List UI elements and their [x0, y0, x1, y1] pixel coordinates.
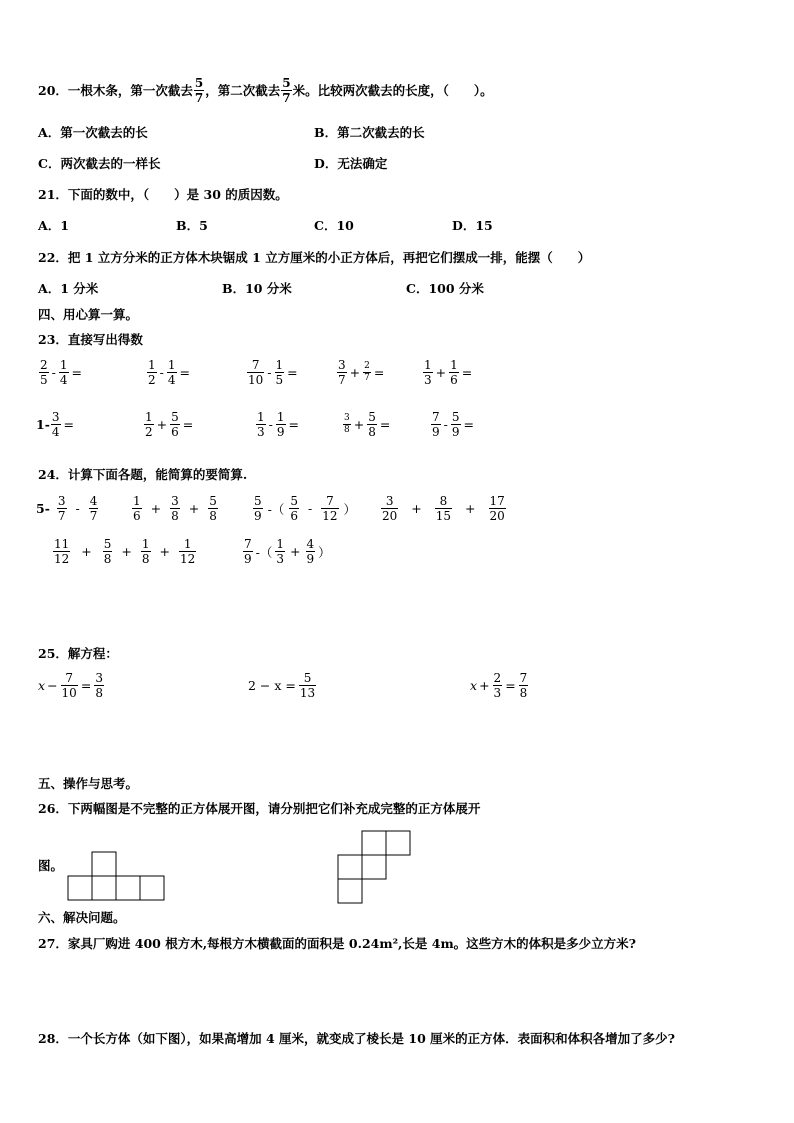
q22-option-b: B．10 分米	[222, 281, 292, 296]
numerator: 5	[368, 410, 376, 424]
numerator: 1	[450, 358, 458, 372]
net-square	[362, 831, 386, 855]
denominator: 9	[306, 552, 315, 566]
numerator: 1	[59, 358, 68, 372]
operator: +	[353, 417, 365, 432]
operator: -	[443, 417, 448, 432]
numerator: 1	[276, 537, 285, 551]
q20-fraction-2	[281, 76, 291, 105]
q27-stem: 27．家具厂购进 400 根方木,每根方木横截面的面积是 0.24m²,长是 4m。这些方木的体积是多少立方米?	[38, 936, 636, 951]
denominator: 4	[167, 373, 176, 387]
q24-expr-5	[52, 537, 197, 566]
section-5-heading: 五、操作与思考。	[38, 776, 139, 791]
q24-expr-4	[380, 494, 507, 523]
numerator: 5	[451, 410, 460, 424]
net-square	[362, 855, 386, 879]
numerator: 3	[338, 358, 346, 372]
q24-expr-3	[252, 494, 360, 523]
equals: =	[505, 678, 516, 693]
q21-option-d: D．15	[452, 218, 493, 233]
equals: =	[373, 365, 385, 380]
denominator: 3	[424, 373, 432, 387]
q23-item-6	[36, 410, 76, 439]
operator: +	[81, 544, 92, 559]
cube-net-figure-2	[336, 829, 412, 905]
denominator: 9	[244, 552, 252, 566]
net-square	[92, 852, 116, 876]
q22-stem: 22．把 1 立方分米的正方体木块锯成 1 立方厘米的小正方体后，再把它们摆成一排，能摆（ ）	[38, 250, 591, 265]
numerator: 4	[306, 537, 315, 551]
q22-option-a: A．1 分米	[38, 281, 99, 296]
denominator: 4	[59, 373, 68, 387]
net-square	[92, 876, 116, 900]
numerator: 1	[133, 494, 141, 508]
denominator: 9	[276, 425, 285, 439]
denominator: 8	[141, 552, 150, 566]
denominator: 6	[290, 509, 299, 523]
numerator: 7	[326, 494, 334, 508]
net-square	[338, 855, 362, 879]
denominator: 20	[382, 509, 398, 523]
denominator: 8	[344, 425, 350, 435]
q25-equation-3	[470, 671, 529, 700]
denominator: 7	[57, 509, 66, 523]
section-6-heading: 六、解决问题。	[38, 910, 126, 925]
denominator: 3	[257, 425, 265, 439]
q21-option-b: B．5	[176, 218, 208, 233]
numerator: 5	[303, 671, 312, 685]
operator: +	[465, 501, 476, 516]
equals: =	[182, 417, 194, 432]
q21-stem: 21．下面的数中，（ ）是 30 的质因数。	[38, 187, 288, 202]
section-4-heading: 四、用心算一算。	[38, 307, 139, 322]
denominator: 8	[519, 686, 528, 700]
denominator: 8	[95, 686, 103, 700]
equals: =	[179, 365, 190, 380]
operator: +	[290, 544, 301, 559]
numerator: 3	[171, 494, 179, 508]
numerator: 1	[276, 410, 285, 424]
operator: -	[159, 365, 164, 380]
numerator: 5	[194, 76, 204, 90]
variable: x	[38, 678, 46, 693]
net-square	[116, 876, 140, 900]
numerator: 1	[275, 358, 284, 372]
equals: =	[71, 365, 82, 380]
operator: -	[75, 501, 80, 516]
numerator: 5	[282, 76, 291, 90]
numerator: 5	[171, 410, 179, 424]
denominator: 8	[171, 509, 179, 523]
variable: x	[470, 678, 478, 693]
q23-item-2	[146, 358, 192, 387]
operator: -	[267, 365, 272, 380]
q23-stem: 23．直接写出得数	[38, 332, 143, 347]
denominator: 10	[61, 686, 77, 700]
q23-item-7	[143, 410, 195, 439]
net-square	[68, 876, 92, 900]
q23-item-5	[422, 358, 474, 387]
numerator: 3	[51, 410, 60, 424]
denominator: 9	[451, 425, 460, 439]
q23-item-8	[255, 410, 301, 439]
numerator: 7	[519, 671, 528, 685]
denominator: 5	[40, 373, 48, 387]
denominator: 20	[489, 509, 505, 523]
q20-text-post: 米。比较两次截去的长度，（ ）。	[292, 82, 493, 98]
q24-expr-2	[131, 494, 219, 523]
numerator: 1	[167, 358, 176, 372]
denominator: 8	[103, 552, 112, 566]
operator: +	[188, 501, 200, 516]
q23-item-4	[336, 358, 386, 387]
numerator: 7	[432, 410, 440, 424]
numerator: 1	[424, 358, 432, 372]
numerator: 2	[40, 358, 48, 372]
denominator: 6	[450, 373, 458, 387]
numerator: 7	[251, 358, 260, 372]
close-paren: ）	[343, 501, 357, 517]
operator: +	[159, 544, 171, 559]
denominator: 7	[338, 373, 346, 387]
denominator: 13	[299, 686, 316, 700]
q20-option-c: C．两次截去的一样长	[38, 156, 161, 171]
numerator: 11	[54, 537, 70, 551]
denominator: 2	[145, 425, 153, 439]
numerator: 3	[95, 671, 103, 685]
denominator: 10	[248, 373, 264, 387]
denominator: 8	[209, 509, 217, 523]
q23-item-3	[246, 358, 300, 387]
q20-option-d: D．无法确定	[314, 156, 388, 171]
net-square	[338, 879, 362, 903]
denominator: 12	[54, 552, 70, 566]
denominator: 8	[368, 425, 376, 439]
q20-text-mid: ，第二次截去	[205, 82, 281, 98]
operator: -	[51, 365, 56, 380]
numerator: 2	[493, 671, 502, 685]
q20-option-a: A．第一次截去的长	[38, 125, 148, 140]
numerator: 1	[183, 537, 192, 551]
q20-option-b: B．第二次截去的长	[314, 125, 425, 140]
q26-stem-tail: 图。	[38, 858, 64, 873]
q25-stem: 25．解方程：	[38, 646, 118, 661]
q24-expr-6	[242, 537, 333, 566]
equals: =	[379, 417, 391, 432]
numerator: 5	[209, 494, 217, 508]
q20-stem	[38, 76, 493, 105]
numerator: 1	[148, 358, 156, 372]
q20-fraction-1	[194, 76, 204, 105]
denominator: 9	[254, 509, 262, 523]
net-square	[386, 831, 410, 855]
denominator: 5	[275, 373, 284, 387]
q28-stem: 28．一个长方体（如下图），如果高增加 4 厘米，就变成了棱长是 10 厘米的正方体．表面积和体积各增加了多少?	[38, 1031, 675, 1046]
q23-item-10	[430, 410, 476, 439]
numerator: 3	[344, 413, 350, 423]
close-paren: ）	[318, 544, 331, 560]
numerator: 7	[244, 537, 252, 551]
operator: +	[156, 417, 168, 432]
whole-part: 1-	[36, 417, 50, 432]
numerator: 17	[489, 494, 505, 508]
equation-left: 2 − x =	[248, 678, 296, 693]
q23-item-9	[342, 410, 392, 439]
cube-net-figure-1	[66, 851, 166, 901]
operator: +	[411, 501, 422, 516]
numerator: 1	[145, 410, 153, 424]
numerator: 5	[254, 494, 262, 508]
operator: +	[121, 544, 132, 559]
whole-part: 5-	[36, 501, 50, 516]
denominator: 12	[180, 552, 196, 566]
numerator: 1	[257, 410, 265, 424]
equals: =	[288, 417, 299, 432]
q24-stem: 24．计算下面各题，能简算的要简算.	[38, 467, 248, 482]
operator: -	[308, 501, 313, 516]
net-square	[140, 876, 164, 900]
denominator: 7	[282, 91, 291, 105]
denominator: 9	[432, 425, 440, 439]
operator: +	[435, 365, 447, 380]
operator: +	[150, 501, 162, 516]
operator: -（	[267, 501, 285, 517]
denominator: 7	[89, 509, 98, 523]
q24-expr-1	[36, 494, 99, 523]
q21-option-c: C．10	[314, 218, 354, 233]
numerator: 7	[65, 671, 73, 685]
q22-option-c: C．100 分米	[406, 281, 484, 296]
operator: +	[349, 365, 361, 380]
denominator: 12	[322, 509, 338, 523]
numerator: 2	[364, 361, 370, 371]
denominator: 4	[51, 425, 60, 439]
denominator: 6	[133, 509, 141, 523]
q25-equation-2	[248, 671, 317, 700]
q23-item-1	[38, 358, 84, 387]
operator: +	[479, 678, 490, 693]
numerator: 3	[385, 494, 394, 508]
denominator: 2	[148, 373, 156, 387]
q20-text-pre: 20．一根木条，第一次截去	[38, 82, 193, 98]
equals: =	[287, 365, 298, 380]
q25-equation-1	[38, 671, 105, 700]
q26-stem: 26．下两幅图是不完整的正方体展开图，请分别把它们补充成完整的正方体展开	[38, 801, 481, 816]
operator: -（	[255, 544, 273, 560]
q21-option-a: A．1	[38, 218, 69, 233]
numerator: 1	[141, 537, 150, 551]
denominator: 15	[435, 509, 452, 523]
denominator: 7	[364, 373, 370, 383]
denominator: 6	[171, 425, 179, 439]
numerator: 3	[57, 494, 66, 508]
denominator: 7	[194, 91, 204, 105]
numerator: 4	[89, 494, 98, 508]
numerator: 5	[290, 494, 299, 508]
numerator: 8	[439, 494, 448, 508]
denominator: 3	[276, 552, 285, 566]
equals: =	[463, 417, 474, 432]
equals: =	[63, 417, 75, 432]
denominator: 3	[493, 686, 502, 700]
equals: =	[461, 365, 473, 380]
numerator: 5	[103, 537, 112, 551]
equals: =	[80, 678, 92, 693]
operator: -	[268, 417, 273, 432]
operator: −	[47, 678, 58, 693]
